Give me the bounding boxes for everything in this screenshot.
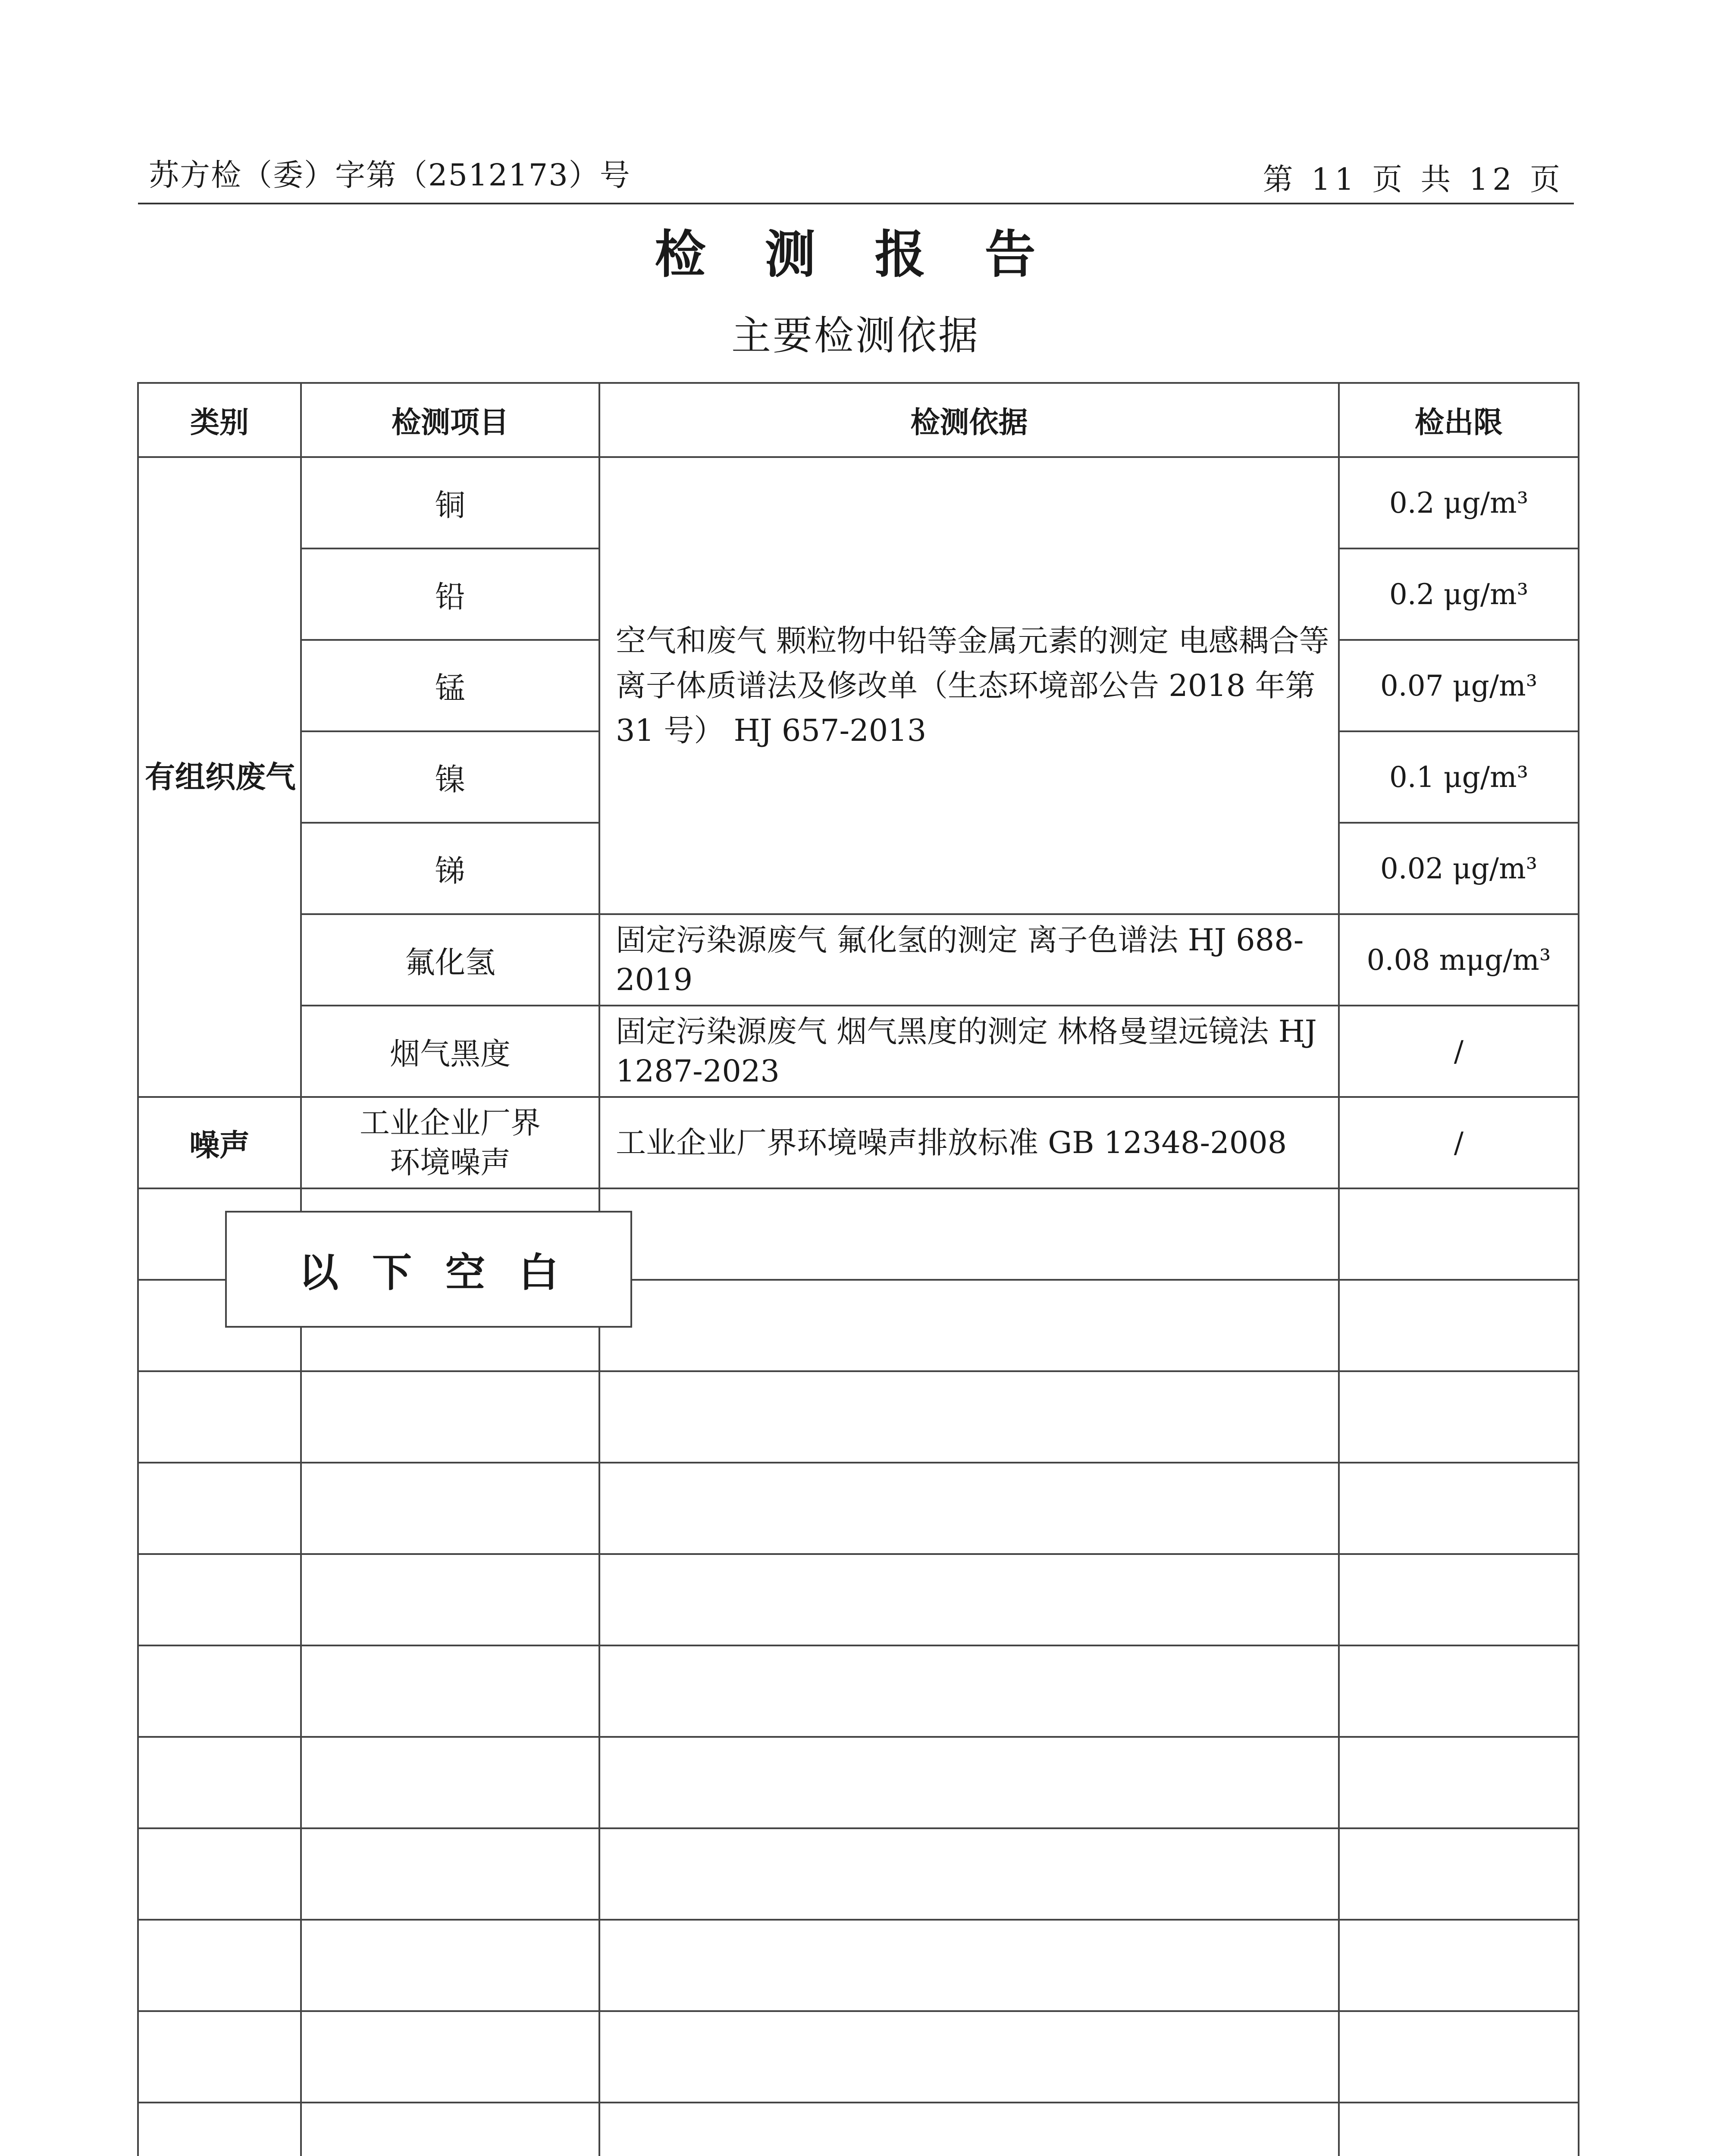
table-row — [138, 457, 1579, 548]
method-cell: 空气和废气 颗粒物中铅等金属元素的测定 电感耦合等离子体质谱法及修改单（生态环境部公告 2018 年第 31 号） HJ 657-2013 — [599, 457, 1339, 914]
limit-cell: 0.08 mμg/m³ — [1339, 914, 1579, 1006]
document-subtitle: 主要检测依据 — [731, 313, 980, 359]
item-cell: 铜 — [301, 457, 599, 548]
table-row — [138, 1006, 1579, 1097]
item-cell: 铅 — [301, 548, 599, 640]
category-cell — [138, 457, 301, 1097]
method-cell: 工业企业厂界环境噪声排放标准 GB 12348-2008 — [599, 1097, 1339, 1188]
column-header-limit: 检出限 — [1339, 383, 1579, 457]
limit-cell: / — [1339, 1097, 1579, 1188]
item-cell: 锰 — [301, 640, 599, 731]
blank-row — [138, 1920, 1579, 2011]
item-cell: 氟化氢 — [301, 914, 599, 1006]
limit-cell: 0.2 μg/m³ — [1339, 457, 1579, 548]
category-label: 有组织废气 — [145, 759, 296, 795]
limit-cell: 0.2 μg/m³ — [1339, 548, 1579, 640]
blank-row — [138, 1737, 1579, 1828]
item-cell: 镍 — [301, 731, 599, 823]
method-cell: 固定污染源废气 氟化氢的测定 离子色谱法 HJ 688-2019 — [599, 914, 1339, 1006]
report-number: 苏方检（委）字第（2512173）号 — [149, 157, 631, 193]
blank-row — [138, 2103, 1579, 2156]
item-cell: 烟气黑度 — [301, 1006, 599, 1097]
table-row — [138, 914, 1579, 1006]
item-cell — [301, 1097, 599, 1188]
table-row — [138, 1097, 1579, 1188]
blank-row — [138, 1828, 1579, 1920]
limit-cell: 0.1 μg/m³ — [1339, 731, 1579, 823]
table-header-row — [138, 383, 1579, 457]
column-header-item: 检测项目 — [301, 383, 599, 457]
column-header-method: 检测依据 — [599, 383, 1339, 457]
blank-below-stamp: 以下空白 — [225, 1211, 632, 1328]
header-divider — [138, 203, 1574, 204]
column-header-category: 类别 — [138, 383, 301, 457]
limit-cell: / — [1339, 1006, 1579, 1097]
document-title: 检 测 报 告 — [655, 225, 1056, 284]
page-indicator: 第 11 页 共 12 页 — [1263, 162, 1564, 197]
blank-row — [138, 1371, 1579, 1463]
item-label: 工业企业厂界环境噪声 — [360, 1105, 541, 1180]
limit-cell: 0.02 μg/m³ — [1339, 823, 1579, 914]
blank-row — [138, 1554, 1579, 1645]
limit-cell: 0.07 μg/m³ — [1339, 640, 1579, 731]
category-cell: 噪声 — [138, 1097, 301, 1188]
blank-row — [138, 2011, 1579, 2103]
blank-row — [138, 1645, 1579, 1737]
method-cell: 固定污染源废气 烟气黑度的测定 林格曼望远镜法 HJ 1287-2023 — [599, 1006, 1339, 1097]
blank-row — [138, 1463, 1579, 1554]
item-cell: 锑 — [301, 823, 599, 914]
